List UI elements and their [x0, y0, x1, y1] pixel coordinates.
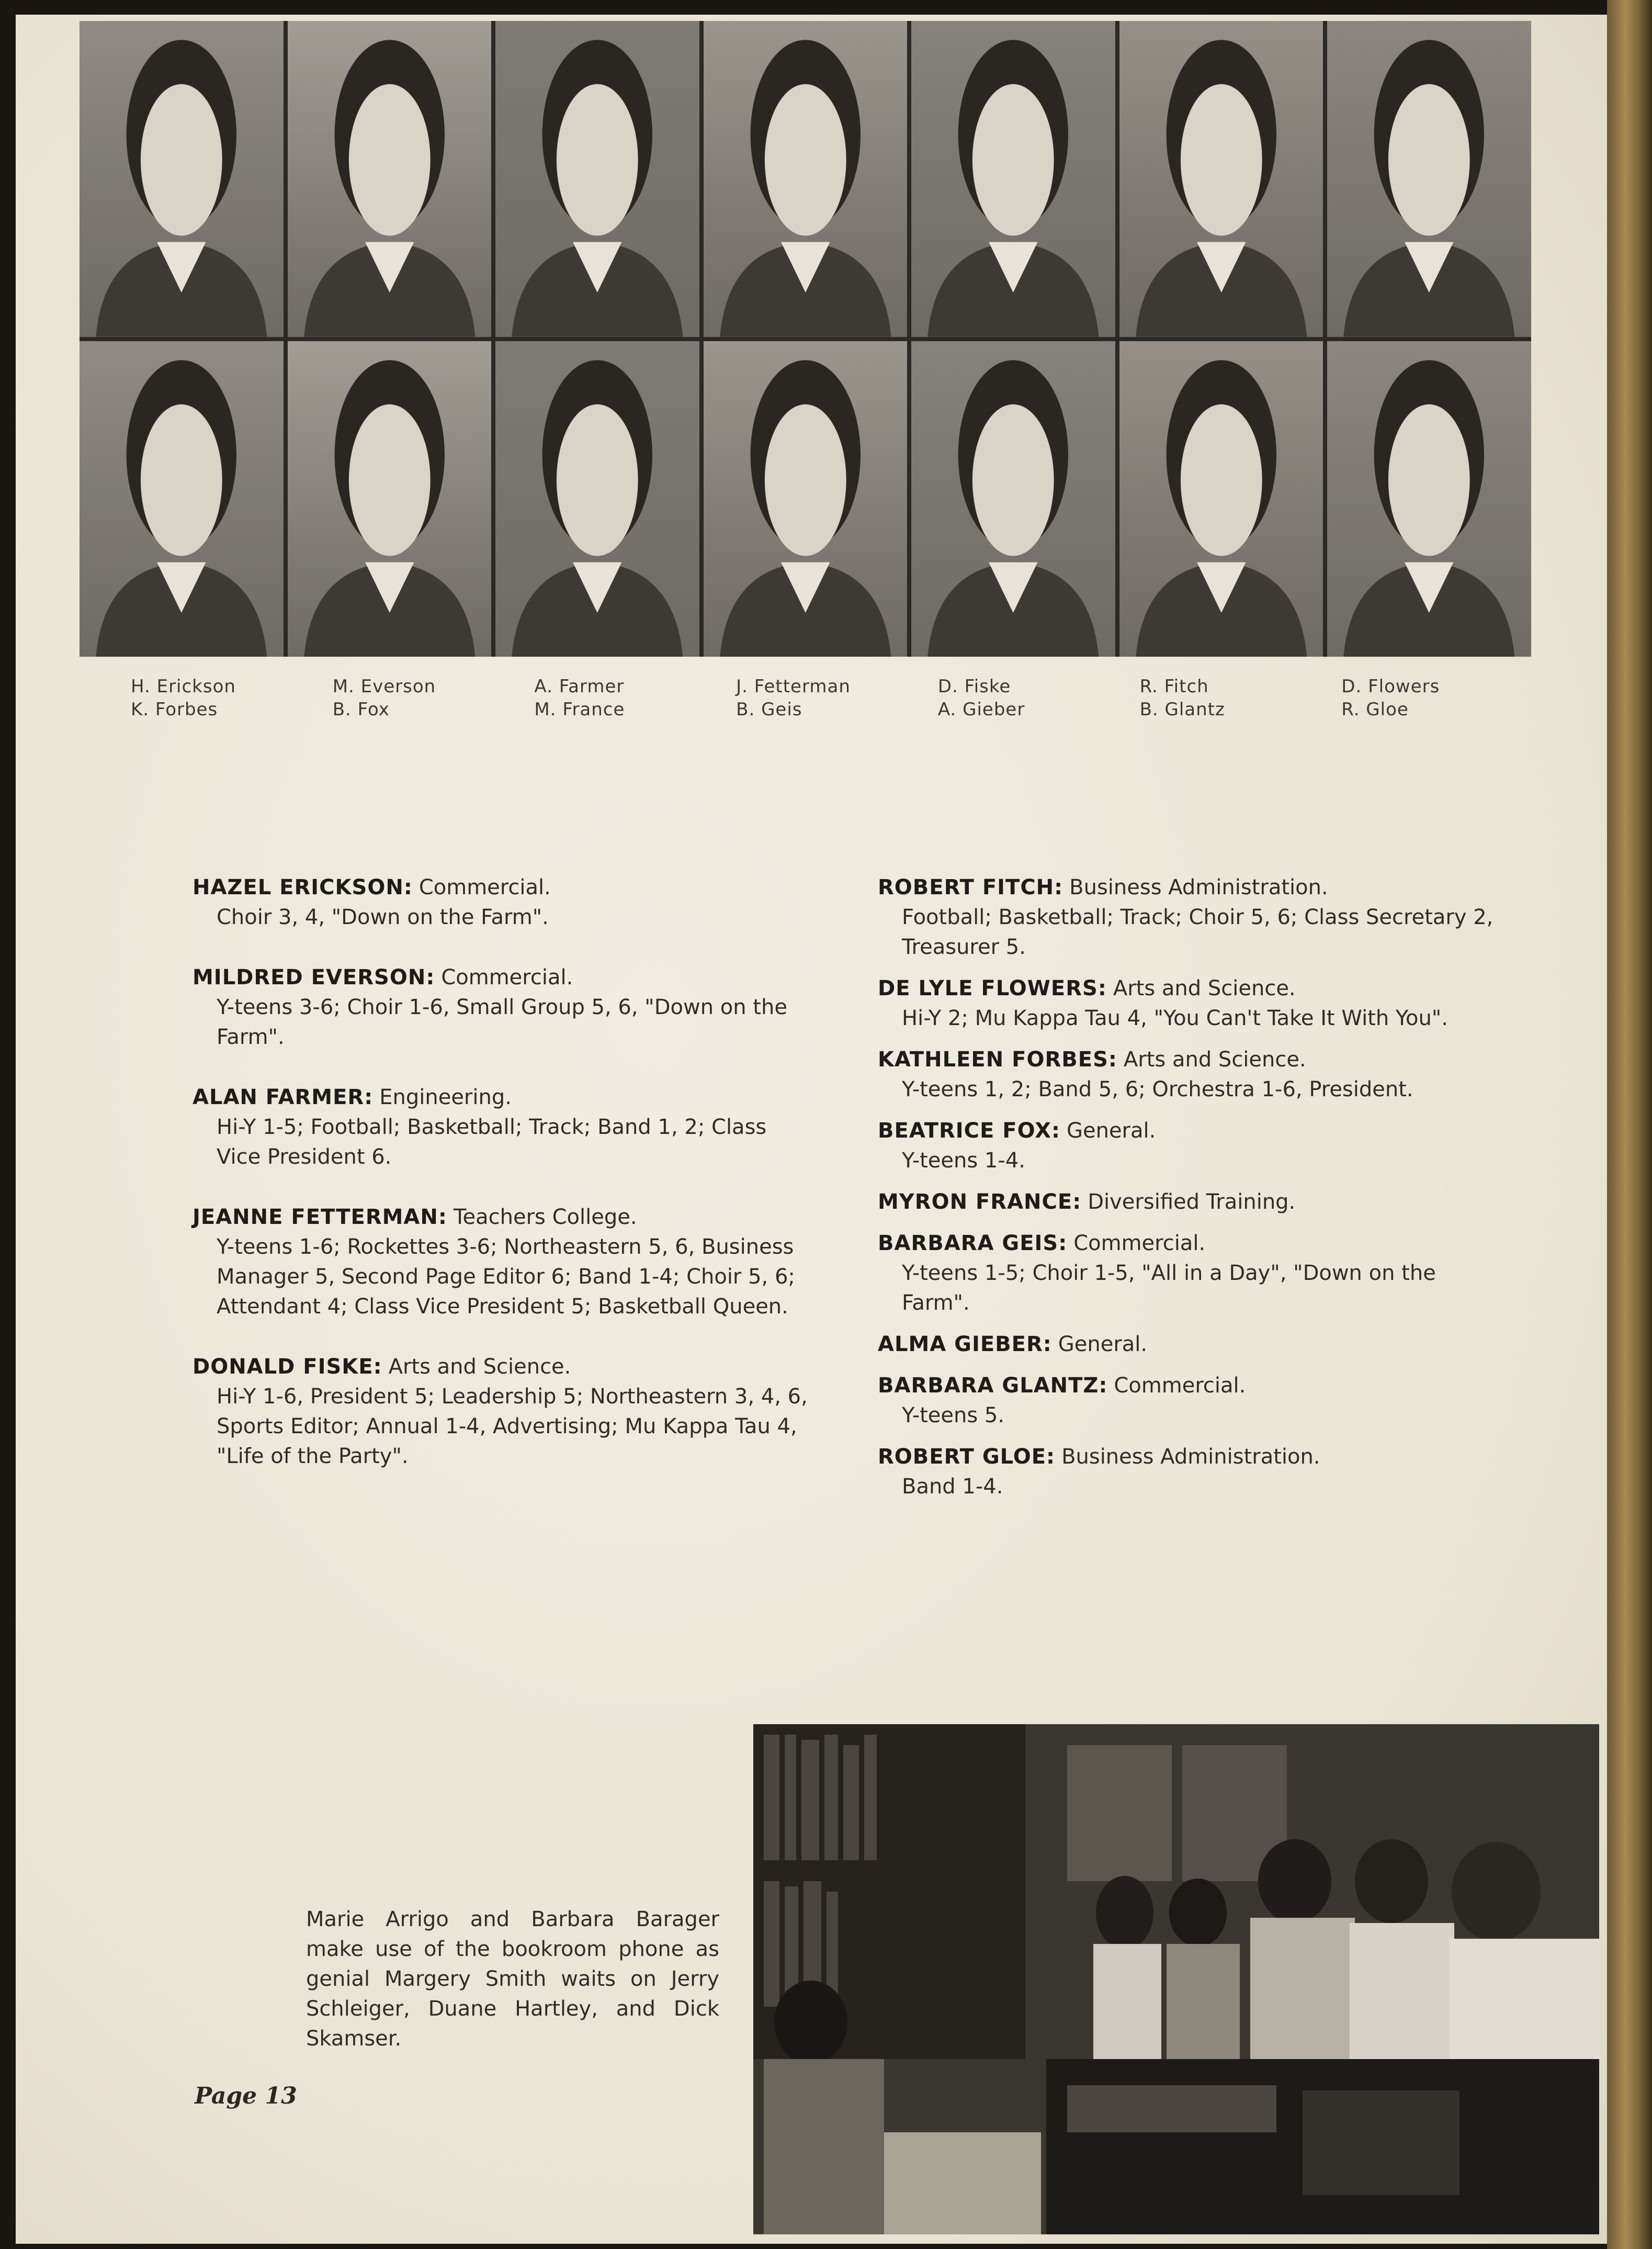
- caption-top: A. Farmer: [534, 676, 625, 697]
- caption-top: M. Everson: [332, 676, 436, 697]
- bio-details: Y-teens 1-4.: [902, 1149, 1025, 1173]
- bio-track: Commercial.: [1114, 1374, 1246, 1398]
- bio-entry: [878, 1229, 1495, 1318]
- caption-top: H. Erickson: [131, 676, 236, 697]
- bio-details: Y-teens 3-6; Choir 1-6, Small Group 5, 6, "Down on the Farm".: [217, 995, 787, 1049]
- caption-top: D. Flowers: [1341, 676, 1440, 697]
- portrait-photo: [704, 341, 908, 657]
- bio-track: Arts and Science.: [388, 1355, 571, 1379]
- bio-entry: [878, 1045, 1495, 1105]
- portrait-photo: [704, 21, 908, 337]
- bio-name: ROBERT FITCH:: [878, 875, 1063, 899]
- caption-pair: [333, 675, 535, 721]
- bio-name: MYRON FRANCE:: [878, 1190, 1082, 1214]
- bio-name: JEANNE FETTERMAN:: [193, 1205, 447, 1229]
- bio-entry: [878, 1330, 1495, 1359]
- bio-name: BARBARA GLANTZ:: [878, 1374, 1108, 1398]
- caption-pair: [736, 675, 938, 721]
- bio-track: Engineering.: [379, 1085, 512, 1109]
- portrait-photo: [288, 21, 492, 337]
- bio-details: Y-teens 1-5; Choir 1-5, "All in a Day", "Down on the Farm".: [902, 1261, 1436, 1315]
- bookroom-photo: [753, 1724, 1599, 2234]
- bio-details: Football; Basketball; Track; Choir 5, 6; Class Secretary 2, Treasurer 5.: [902, 905, 1493, 959]
- bio-name: KATHLEEN FORBES:: [878, 1048, 1117, 1072]
- portrait-photo: [1119, 21, 1323, 337]
- portrait-photo: [495, 341, 699, 657]
- bio-details: Band 1-4.: [902, 1475, 1003, 1499]
- bio-name: BEATRICE FOX:: [878, 1119, 1060, 1143]
- portrait-photo: [288, 341, 492, 657]
- bio-entry: [878, 873, 1495, 962]
- bio-details: Y-teens 1-6; Rockettes 3-6; Northeastern 5, 6, Business Manager 5, Second Page Editor 6; Band 1-4; Choir 5, 6; Attendant 4; Class Vice President 5; Basketball Queen.: [217, 1235, 795, 1319]
- bio-name: HAZEL ERICKSON:: [193, 875, 413, 899]
- portrait-photo: [1119, 341, 1323, 657]
- caption-bottom: M. France: [534, 699, 625, 720]
- caption-pair: [131, 675, 333, 721]
- bios-left-column: [193, 873, 810, 1502]
- bio-track: Commercial.: [418, 875, 551, 899]
- caption-bottom: B. Geis: [736, 699, 802, 720]
- caption-top: R. Fitch: [1139, 676, 1209, 697]
- bio-details: Hi-Y 1-6, President 5; Leadership 5; Northeastern 3, 4, 6, Sports Editor; Annual 1-4, Advertising; Mu Kappa Tau 4, "Life of the Party".: [217, 1385, 808, 1468]
- bio-entry: [878, 1116, 1495, 1176]
- caption-pair: [1140, 675, 1342, 721]
- bio-entry: [878, 1187, 1495, 1217]
- photo-caption: Marie Arrigo and Barbara Barager make use of the bookroom phone as genial Margery Smith waits on Jerry Schleiger, Duane Hartley, and Dick Skamser.: [306, 1907, 719, 2051]
- bio-name: DE LYLE FLOWERS:: [878, 976, 1107, 1000]
- caption-pair: [534, 675, 736, 721]
- portrait-photo: [911, 21, 1115, 337]
- portrait-photo: [1327, 341, 1531, 657]
- caption-top: J. Fetterman: [736, 676, 851, 697]
- bio-entry: [193, 1083, 810, 1172]
- portrait-photo: [80, 341, 284, 657]
- bio-name: ALAN FARMER:: [193, 1085, 374, 1109]
- bio-track: Commercial.: [441, 965, 573, 989]
- portrait-photo: [80, 21, 284, 337]
- bios-right-column: [878, 873, 1495, 1513]
- bio-details: Y-teens 1, 2; Band 5, 6; Orchestra 1-6, President.: [902, 1077, 1413, 1101]
- portrait-grid: [80, 21, 1531, 657]
- bio-entry: [193, 1352, 810, 1471]
- bio-entry: [193, 963, 810, 1052]
- bio-name: ALMA GIEBER:: [878, 1332, 1052, 1356]
- bio-track: Arts and Science.: [1113, 976, 1296, 1000]
- bio-name: DONALD FISKE:: [193, 1355, 382, 1379]
- bio-track: Teachers College.: [453, 1205, 637, 1229]
- portrait-photo: [495, 21, 699, 337]
- caption-bottom: B. Glantz: [1139, 699, 1225, 720]
- bio-entry: [878, 974, 1495, 1033]
- portrait-photo: [1327, 21, 1531, 337]
- bio-track: Commercial.: [1073, 1231, 1206, 1255]
- bio-entry: [193, 873, 810, 932]
- caption-pair: [938, 675, 1140, 721]
- caption-bottom: K. Forbes: [131, 699, 218, 720]
- caption-bottom: A. Gieber: [937, 699, 1025, 720]
- bio-track: Diversified Training.: [1088, 1190, 1296, 1214]
- bio-name: ROBERT GLOE:: [878, 1445, 1056, 1469]
- bio-name: BARBARA GEIS:: [878, 1231, 1068, 1255]
- bio-details: Choir 3, 4, "Down on the Farm".: [217, 905, 549, 929]
- bio-entry: [193, 1202, 810, 1322]
- bio-track: Business Administration.: [1069, 875, 1328, 899]
- bio-details: Hi-Y 1-5; Football; Basketball; Track; Band 1, 2; Class Vice President 6.: [217, 1115, 767, 1169]
- bio-name: MILDRED EVERSON:: [193, 965, 435, 989]
- bio-entry: [878, 1442, 1495, 1502]
- caption-bottom: B. Fox: [332, 699, 390, 720]
- caption-bottom: R. Gloe: [1341, 699, 1409, 720]
- caption-top: D. Fiske: [937, 676, 1011, 697]
- bio-track: Business Administration.: [1061, 1445, 1320, 1469]
- caption-pair: [1341, 675, 1543, 721]
- bio-entry: [878, 1371, 1495, 1431]
- page-number: Page 13: [195, 2083, 297, 2109]
- bio-track: General.: [1066, 1119, 1156, 1143]
- portrait-captions: [131, 675, 1543, 721]
- bio-details: Hi-Y 2; Mu Kappa Tau 4, "You Can't Take It With You".: [902, 1006, 1448, 1030]
- bio-track: General.: [1058, 1332, 1148, 1356]
- bio-track: Arts and Science.: [1123, 1048, 1306, 1072]
- bio-details: Y-teens 5.: [902, 1403, 1005, 1427]
- portrait-photo: [911, 341, 1115, 657]
- book-binding-edge: [1607, 0, 1652, 2249]
